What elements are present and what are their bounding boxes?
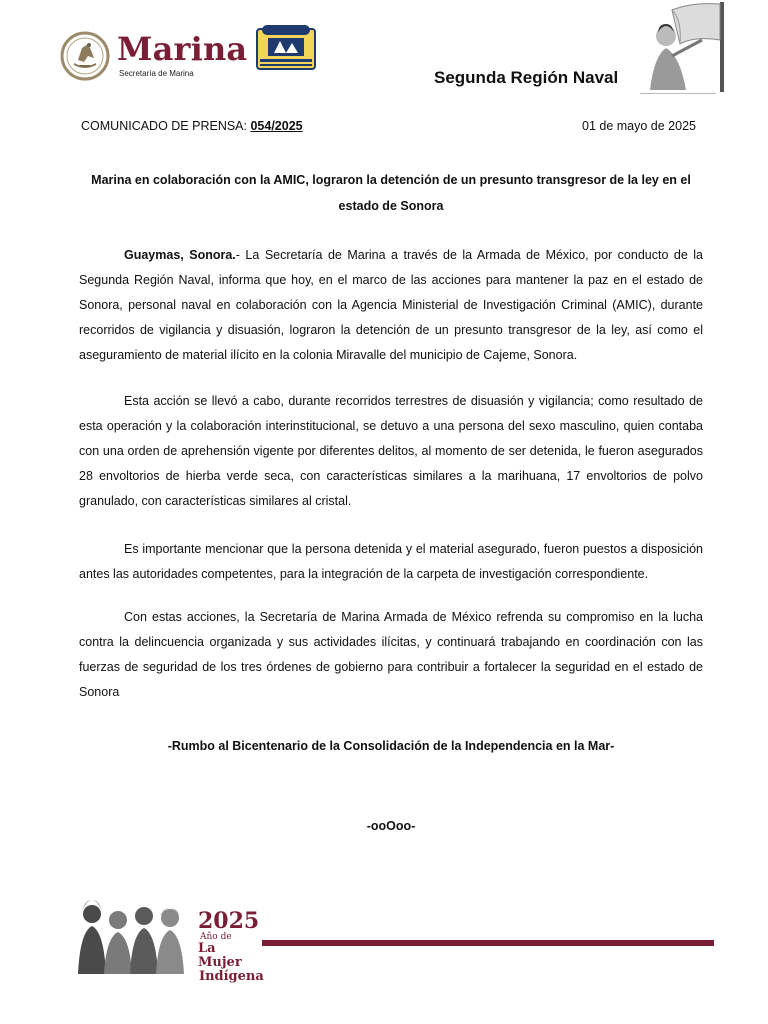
paragraph-2: Esta acción se llevó a cabo, durante recorridos terrestres de disuasión y vigilancia; como resultado de esta operación y la colaboración interinstitucional, se detuvo a una persona del sexo masculino, quien contaba con una orden de aprehensión vigente por diferentes delitos, al momento de ser detenida, le fueron asegurados 28 envoltorios de hierba verde seca, con características similares a la marihuana, 17 envoltorios de polvo granulado, con características similares al cristal. — [79, 394, 703, 508]
paragraph-1 — [79, 243, 703, 368]
brand-name: Marina — [117, 30, 248, 68]
brand-subtitle: Secretaría de Marina — [119, 69, 194, 78]
footer-rule — [262, 940, 714, 946]
mexican-eagle-seal-icon — [60, 30, 110, 82]
paragraph-4: Con estas acciones, la Secretaría de Marina Armada de México refrenda su compromiso en la lucha contra la delincuencia organizada y sus actividades ilícitas, y continuará trabajando en coordinación con las fuerzas de seguridad de los tres órdenes de gobierno para contribuir a fortalecer la seguridad en el estado de Sonora — [79, 610, 703, 699]
heroine-with-flag-icon — [632, 0, 726, 94]
year-line-2: Indígena — [199, 969, 264, 984]
headline: Marina en colaboración con la AMIC, lograron la detención de un presunto transgresor de la ley en el estado de Sonora — [91, 173, 691, 213]
paragraph-1-text: - La Secretaría de Marina a través de la Armada de México, por conducto de la Segunda Región Naval, informa que hoy, en el marco de las acciones para mantener la paz en el estado de Sonora, personal naval en colaboración con la Agencia Ministerial de Investigación Criminal (AMIC), durante recorridos de vigilancia y disuasión, lograron la detención de un presunto transgresor de la ley, así como el aseguramiento de material ilícito en la colonia Miravalle del municipio de Cajeme, Sonora. — [79, 248, 703, 362]
year-line-1: La Mujer — [198, 941, 242, 970]
press-number: 054/2025 — [250, 119, 303, 133]
motto: -Rumbo al Bicentenario de la Consolidación de la Independencia en la Mar- — [167, 739, 615, 753]
press-label: COMUNICADO DE PRENSA: — [81, 119, 251, 133]
press-date: 01 de mayo de 2025 — [582, 119, 696, 133]
year-subtitle: Año de — [200, 932, 232, 942]
indigenous-women-icon — [72, 888, 194, 974]
paragraph-3: Es importante mencionar que la persona detenida y el material asegurado, fueron puestos a disposición antes las autoridades competentes, para la integración de la carpeta de investigación correspondiente. — [79, 542, 703, 581]
anniversary-200-badge-icon — [254, 23, 318, 73]
dateline: Guaymas, Sonora. — [124, 248, 236, 262]
end-mark: -ooOoo- — [366, 819, 416, 833]
press-release-label — [81, 118, 303, 134]
region-title: Segunda Región Naval — [434, 68, 619, 87]
year-number: 2025 — [198, 908, 260, 934]
year-of-indigenous-woman-logo — [198, 908, 264, 984]
